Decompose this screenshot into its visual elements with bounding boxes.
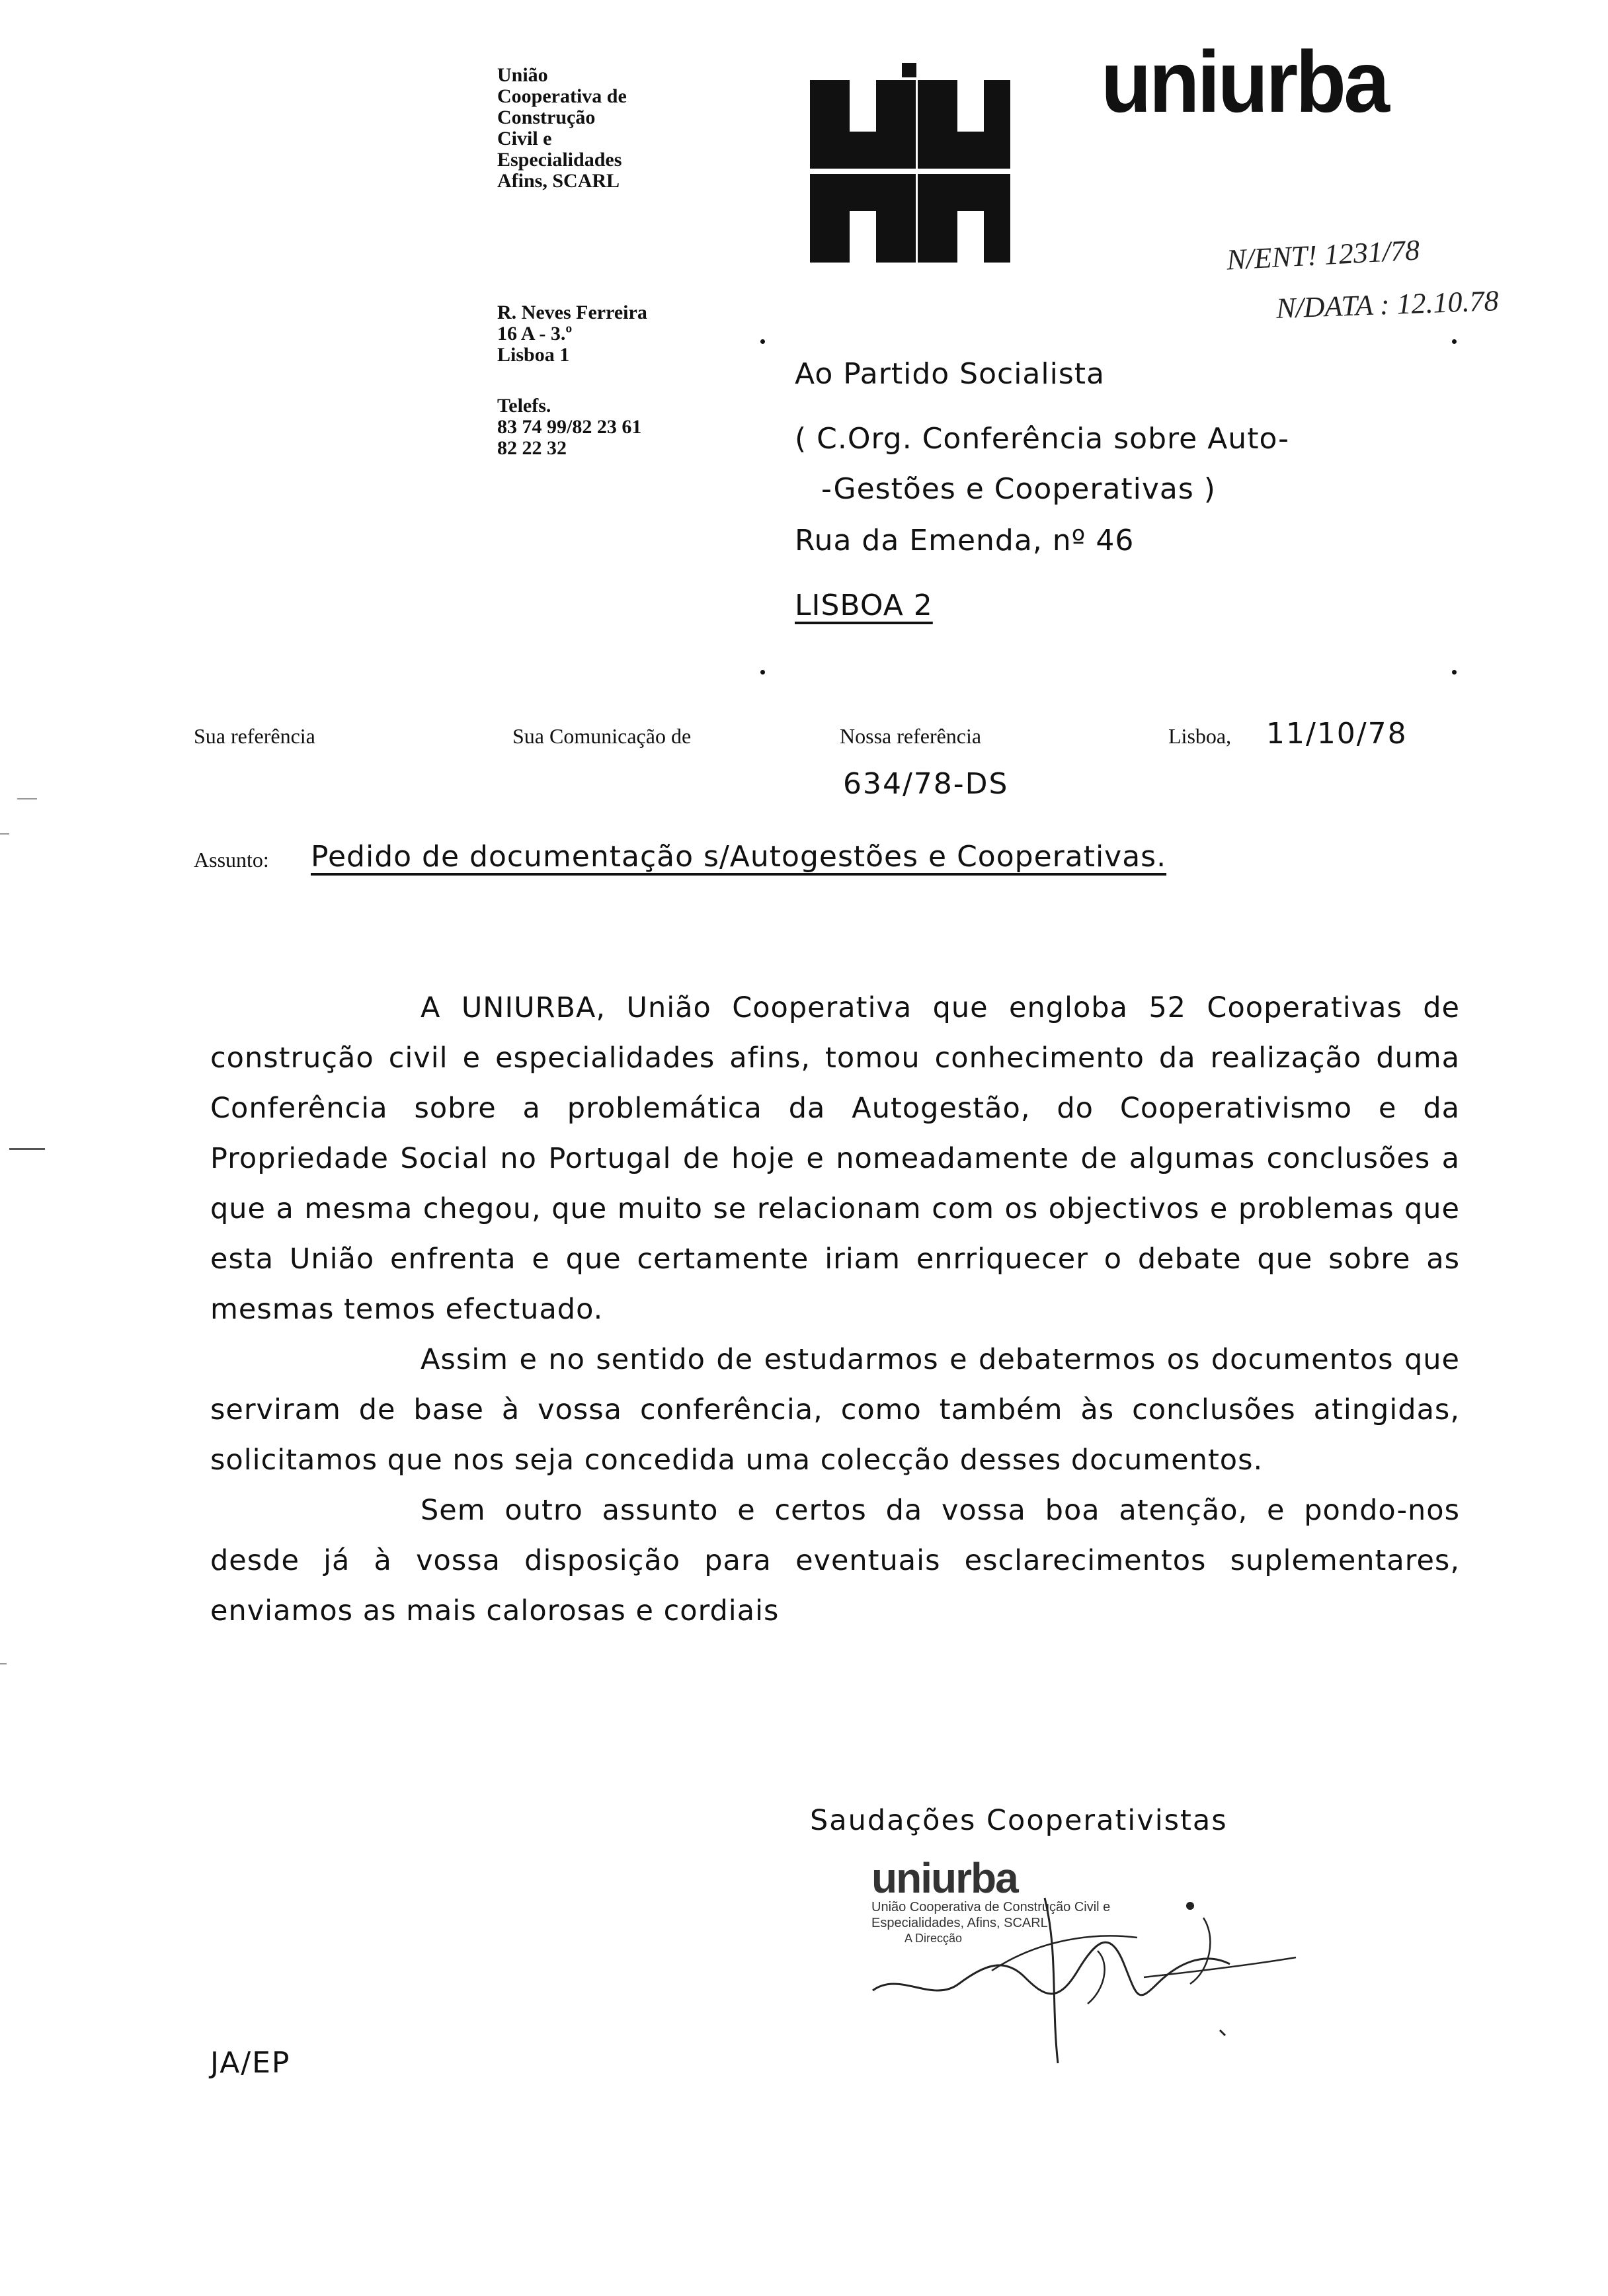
phone-label: Telefs.: [497, 395, 551, 417]
letter-body: [210, 983, 1460, 1636]
address-window-mark-br: [1452, 670, 1457, 675]
recipient-line-3: -Gestões e Cooperativas ): [821, 472, 1216, 506]
stamp-line-1: União Cooperativa de Construção Civil e: [871, 1900, 1111, 1914]
body-paragraph-2: Assim e no sentido de estudarmos e debatermos os documentos que serviram de base à vossa conferência, como também às conclusões atingidas, solicitamos que nos seja concedida uma colecção desses documentos.: [210, 1343, 1460, 1477]
stamp-brand: uniurba: [871, 1854, 1018, 1902]
sua-referencia-label: Sua referência: [194, 724, 315, 748]
address-floor: 16 A - 3.º: [497, 323, 573, 345]
subject-label: Assunto:: [194, 848, 269, 872]
phone-line-2: 82 22 32: [497, 437, 567, 459]
handwritten-signature: [860, 1871, 1309, 2070]
recipient-city: LISBOA 2: [795, 589, 933, 622]
nossa-referencia-label: Nossa referência: [840, 724, 982, 748]
handwritten-entry-number: N/ENT! 1231/78: [1225, 233, 1421, 276]
address-window-mark-bl: [760, 670, 765, 675]
recipient-line-4: Rua da Emenda, nº 46: [795, 524, 1135, 557]
address-window-mark-tr: [1452, 339, 1457, 344]
letter-date: 11/10/78: [1266, 717, 1408, 751]
brand-wordmark: uniurba: [1101, 33, 1388, 130]
stamp-line-2: Especialidades, Afins, SCARL: [871, 1916, 1048, 1930]
body-paragraph-1: A UNIURBA, União Cooperativa que engloba 52 Cooperativas de construção civil e especialidades afins, tomou conhecimento da realização duma Conferência sobre a problemática da Autogestão, do Cooperativismo e da Propriedade Social no Portugal de hoje e nomeadamente de algumas conclusões a que a mesma chegou, que muito se relacionam com os objectivos e problemas que esta União enfrenta e que certamente iriam enrriquecer o debate que sobre as mesmas temos efectuado.: [210, 991, 1460, 1326]
closing-salutation: Saudações Cooperativistas: [810, 1804, 1228, 1837]
handwritten-entry-date: N/DATA : 12.10.78: [1275, 284, 1500, 325]
recipient-line-1: Ao Partido Socialista: [795, 357, 1105, 391]
address-city: Lisboa 1: [497, 344, 570, 366]
fold-mark: [9, 1148, 45, 1150]
margin-tick: [0, 1663, 7, 1664]
nossa-referencia-value: 634/78-DS: [843, 767, 1009, 801]
stamp-line-3: A Direcção: [904, 1932, 963, 1945]
address-window-mark-tl: [760, 339, 765, 344]
address-street: R. Neves Ferreira: [497, 302, 647, 323]
uniurba-logo-icon: [810, 63, 1015, 269]
sua-comunicacao-label: Sua Comunicação de: [512, 724, 692, 748]
place-label: Lisboa,: [1168, 724, 1232, 748]
subject-text: Pedido de documentação s/Autogestões e Cooperativas.: [311, 840, 1167, 874]
typist-initials: JA/EP: [210, 2046, 291, 2080]
phone-line-1: 83 74 99/82 23 61: [497, 416, 642, 438]
body-paragraph-3: Sem outro assunto e certos da vossa boa atenção, e pondo-nos desde já à vossa disposição para eventuais esclarecimentos suplementares, enviamos as mais calorosas e cordiais: [210, 1494, 1460, 1627]
margin-tick: [17, 798, 37, 800]
recipient-line-2: ( C.Org. Conferência sobre Auto-: [795, 422, 1290, 456]
margin-tick: [0, 833, 9, 835]
org-name: União Cooperativa de Construção Civil e Especialidades Afins, SCARL: [497, 64, 627, 192]
